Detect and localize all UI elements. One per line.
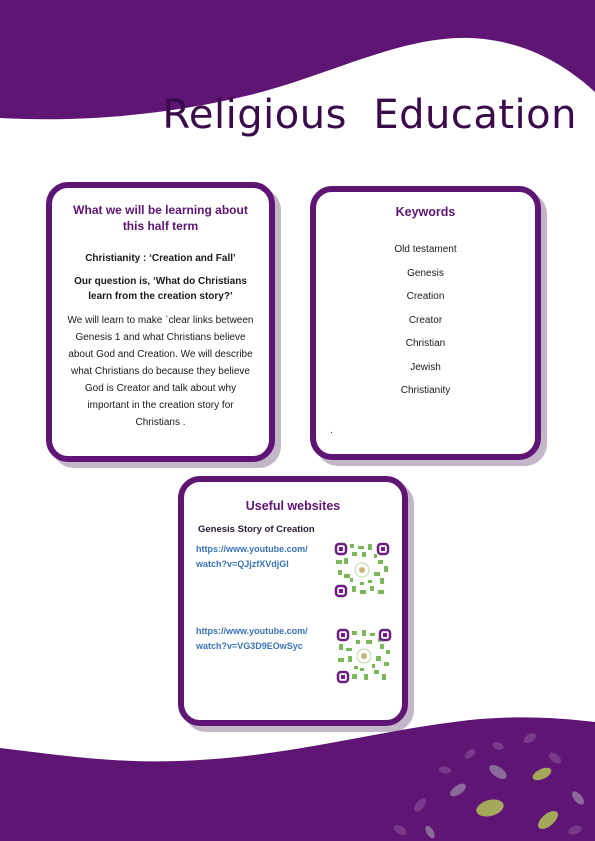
footer-wave-decoration: [0, 710, 595, 841]
websites-heading: Useful websites: [245, 499, 341, 513]
link-line: https://www.youtube.com/: [196, 544, 308, 554]
keywords-heading: Keywords: [395, 205, 456, 219]
keyword-item: Creation: [406, 291, 445, 302]
keyword-item: Creator: [408, 314, 443, 326]
learning-heading: What we will be learning about this half term: [73, 203, 248, 233]
youtube-link-1[interactable]: [196, 542, 308, 572]
qr-code-icon[interactable]: [334, 542, 390, 598]
learning-card: [46, 182, 275, 462]
keyword-item: Jewish: [410, 361, 441, 373]
websites-card: [178, 476, 408, 726]
link-line: watch?v=VG3D9EOwSyc: [196, 641, 303, 651]
qr-code-icon[interactable]: [336, 628, 392, 684]
youtube-link-2[interactable]: [196, 624, 308, 654]
topic-text: Christianity : ‘Creation and Fall’: [85, 253, 236, 264]
link-line: watch?v=QJjzfXVdjGI: [196, 559, 289, 569]
keyword-item: Christian: [405, 338, 446, 349]
keyword-item: Genesis: [407, 267, 444, 279]
keyword-item: Old testament: [394, 244, 457, 255]
keywords-card: [310, 186, 541, 460]
keyword-item: Christianity: [400, 385, 451, 396]
stray-dot: .: [330, 425, 333, 436]
keywords-list: [326, 238, 525, 403]
websites-subheading: Genesis Story of Creation: [198, 524, 315, 535]
question-text: Our question is, ‘What do Christians learn from the creation story?’: [74, 276, 247, 302]
link-line: https://www.youtube.com/: [196, 626, 308, 636]
page-title: Religious Education: [162, 92, 577, 138]
learning-body-text: We will learn to make `clear links between Genesis 1 and what Christians believe about God and Creation. We will describe what Christians do because they believe God is Creator and talk about why important in the creation story for Christians .: [67, 315, 254, 428]
